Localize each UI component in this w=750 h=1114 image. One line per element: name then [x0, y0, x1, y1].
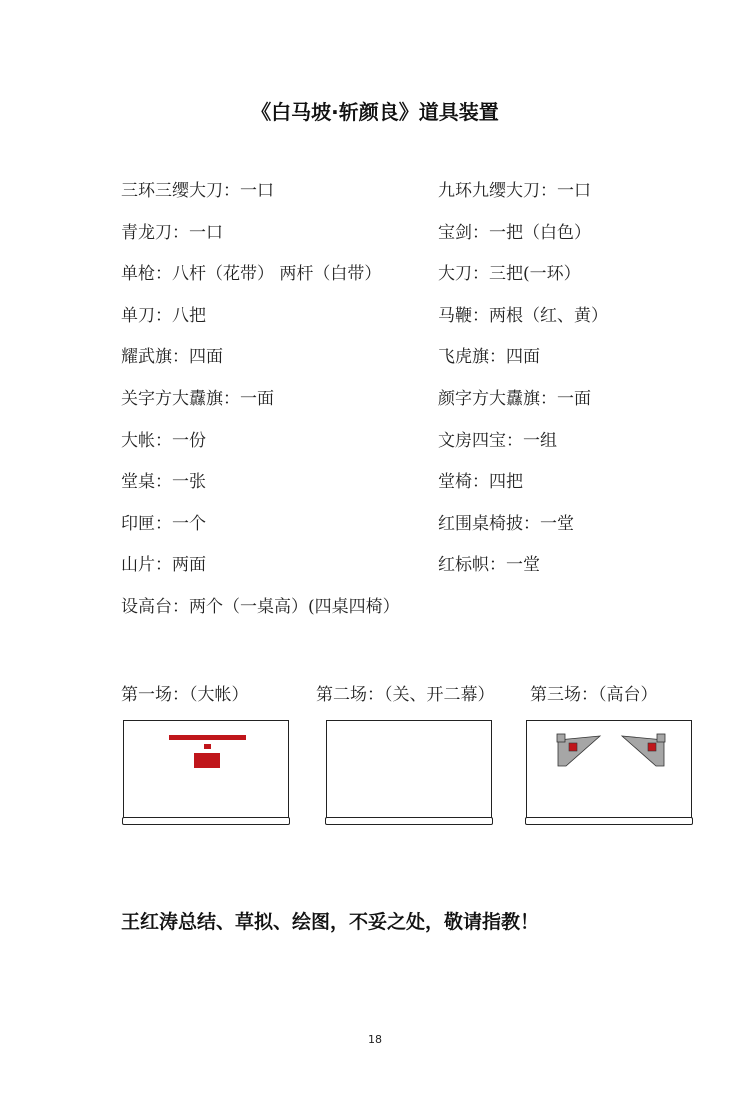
prop-item: 颜字方大纛旗：一面: [438, 388, 591, 409]
desk: [194, 753, 220, 768]
prop-item: 堂椅：四把: [438, 472, 523, 493]
scene-1-label: 第一场：（大帐）: [121, 685, 249, 705]
scene-3-stage-diagram: [526, 720, 692, 818]
seal-box: [204, 744, 211, 749]
scene-2-stage-diagram: [326, 720, 492, 818]
author-note: 王红涛总结、草拟、绘图，不妥之处，敬请指教！: [121, 911, 540, 933]
prop-item: 关字方大纛旗：一面: [121, 388, 274, 409]
prop-item: 大帐：一份: [121, 430, 206, 451]
prop-item: 青龙刀：一口: [121, 222, 223, 243]
prop-item: 印匣：一个: [121, 513, 206, 534]
props-list-left: [121, 180, 400, 638]
high-platform-right: [622, 734, 665, 766]
prop-item: 堂桌：一张: [121, 472, 206, 493]
tent-bar: [169, 735, 246, 740]
scene-3-label: 第三场：（高台）: [530, 685, 658, 705]
scene-2-stage-front: [325, 817, 493, 825]
prop-item: 红围桌椅披：一堂: [438, 513, 574, 534]
scene-1-stage-diagram: [123, 720, 289, 818]
prop-item: 设高台：两个（一桌高）(四桌四椅）: [121, 596, 400, 617]
page-title: 《白马坡·斩颜良》道具装置: [251, 100, 499, 124]
prop-item: 山片：两面: [121, 555, 206, 576]
prop-item: 马鞭：两根（红、黄）: [438, 305, 608, 326]
prop-item: 九环九缨大刀：一口: [438, 181, 591, 201]
props-list-right: [438, 180, 608, 596]
prop-item: 大刀：三把(一环）: [438, 264, 581, 285]
prop-item: 三环三缨大刀：一口: [121, 181, 274, 201]
prop-item: 宝剑：一把（白色）: [438, 222, 591, 243]
scene-2-label: 第二场：（关、开二幕）: [316, 685, 495, 705]
prop-item: 单枪：八杆（花带） 两杆（白带）: [121, 264, 382, 285]
page-number: 18: [368, 1033, 382, 1046]
scene-3-stage-front: [525, 817, 693, 825]
high-platform-left: [557, 734, 600, 766]
prop-item: 单刀：八把: [121, 305, 206, 326]
prop-item: 文房四宝：一组: [438, 430, 557, 451]
prop-item: 耀武旗：四面: [121, 347, 223, 368]
scene-1-stage-front: [122, 817, 290, 825]
prop-item: 飞虎旗：四面: [438, 347, 540, 368]
prop-item: 红标帜：一堂: [438, 555, 540, 576]
